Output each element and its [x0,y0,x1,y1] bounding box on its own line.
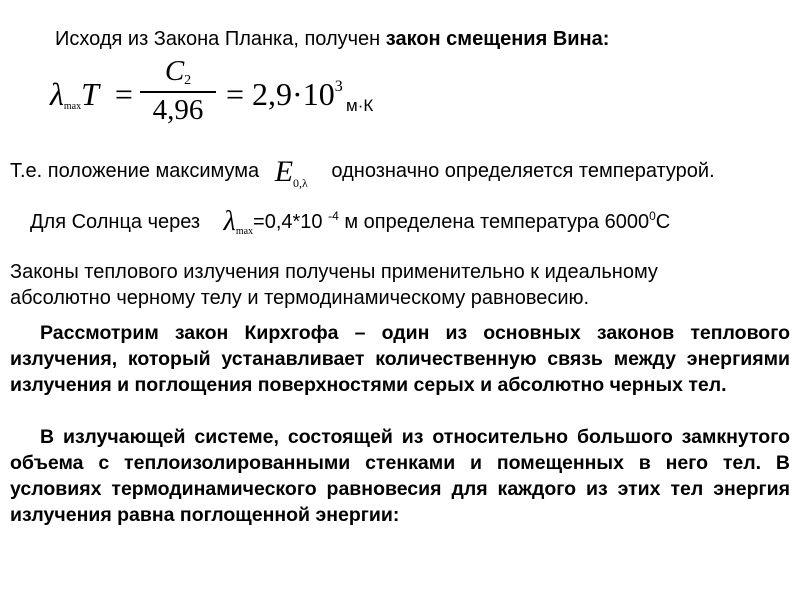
constant-c: C [164,55,185,87]
radiating-system-paragraph: В излучающей системе, состоящей из относительно большого замкнутого объема с теплоизолированными стенками и помещенных в него тел. В условиях термодинамического равновесия для каждого из этих тел энергия излучения равна поглощенной энергии: [10,426,790,526]
thermal-laws-paragraph [10,259,770,311]
lambda-symbol: λ [50,76,64,112]
wien-law-title: закон смещения Вина: [385,28,610,50]
formula-rhs [226,76,343,113]
lambda-subscript: max [63,101,82,112]
maximum-position-text: Т.е. положение максимума [10,160,260,182]
wien-intro-line [55,28,609,51]
formula-units: м·К [346,96,374,115]
kirchhoff-paragraph: Рассмотрим закон Кирхгофа – один из основных законов теплового излучения, который устанавливает количественную связь между энергиями излучения и поглощения поверхностями серых и абсолютно черных тел. [10,322,790,396]
sun-intro-text: Для Солнца через [30,211,201,233]
temperature-symbol: T [81,76,99,112]
sun-temperature-line [30,206,670,238]
thermal-laws-line-2: абсолютно черному телу и термодинамическому равновесию. [10,287,590,309]
formula-lhs [50,76,133,113]
lambda-max-subscript: max [235,226,254,237]
lambda-max-symbol: $\lambda_{max}$ [223,206,254,237]
maximum-position-line [10,155,715,191]
constant-c-subscript: 2 [184,73,192,88]
wien-intro-text: Исходя из Закона Планка, получен [55,28,386,50]
temperature-determined-text: м определена температура 6000 [338,211,650,233]
thermal-laws-line-1: Законы теплового излучения получены применительно к идеальному [10,261,658,283]
wien-constant-exponent: 3 [334,78,343,95]
equals-sign-2: = [226,76,245,112]
wien-constant-value: 2,9·10 [252,76,335,112]
fraction-denominator: 4,96 [152,93,204,126]
celsius-unit: С [655,211,671,233]
energy-symbol: $E_{0,\lambda}$ [274,155,308,190]
formula-fraction [140,56,216,125]
energy-subscript: 0,λ [293,176,308,190]
equals-sign-1: = [114,76,133,112]
wavelength-exponent: -4 [328,209,339,223]
uniquely-determined-text: однозначно определяется температурой. [331,160,715,182]
sun-wavelength-value: =0,4*10 [253,211,329,233]
fraction-bar [140,91,216,93]
degree-mark: 0 [649,209,656,223]
